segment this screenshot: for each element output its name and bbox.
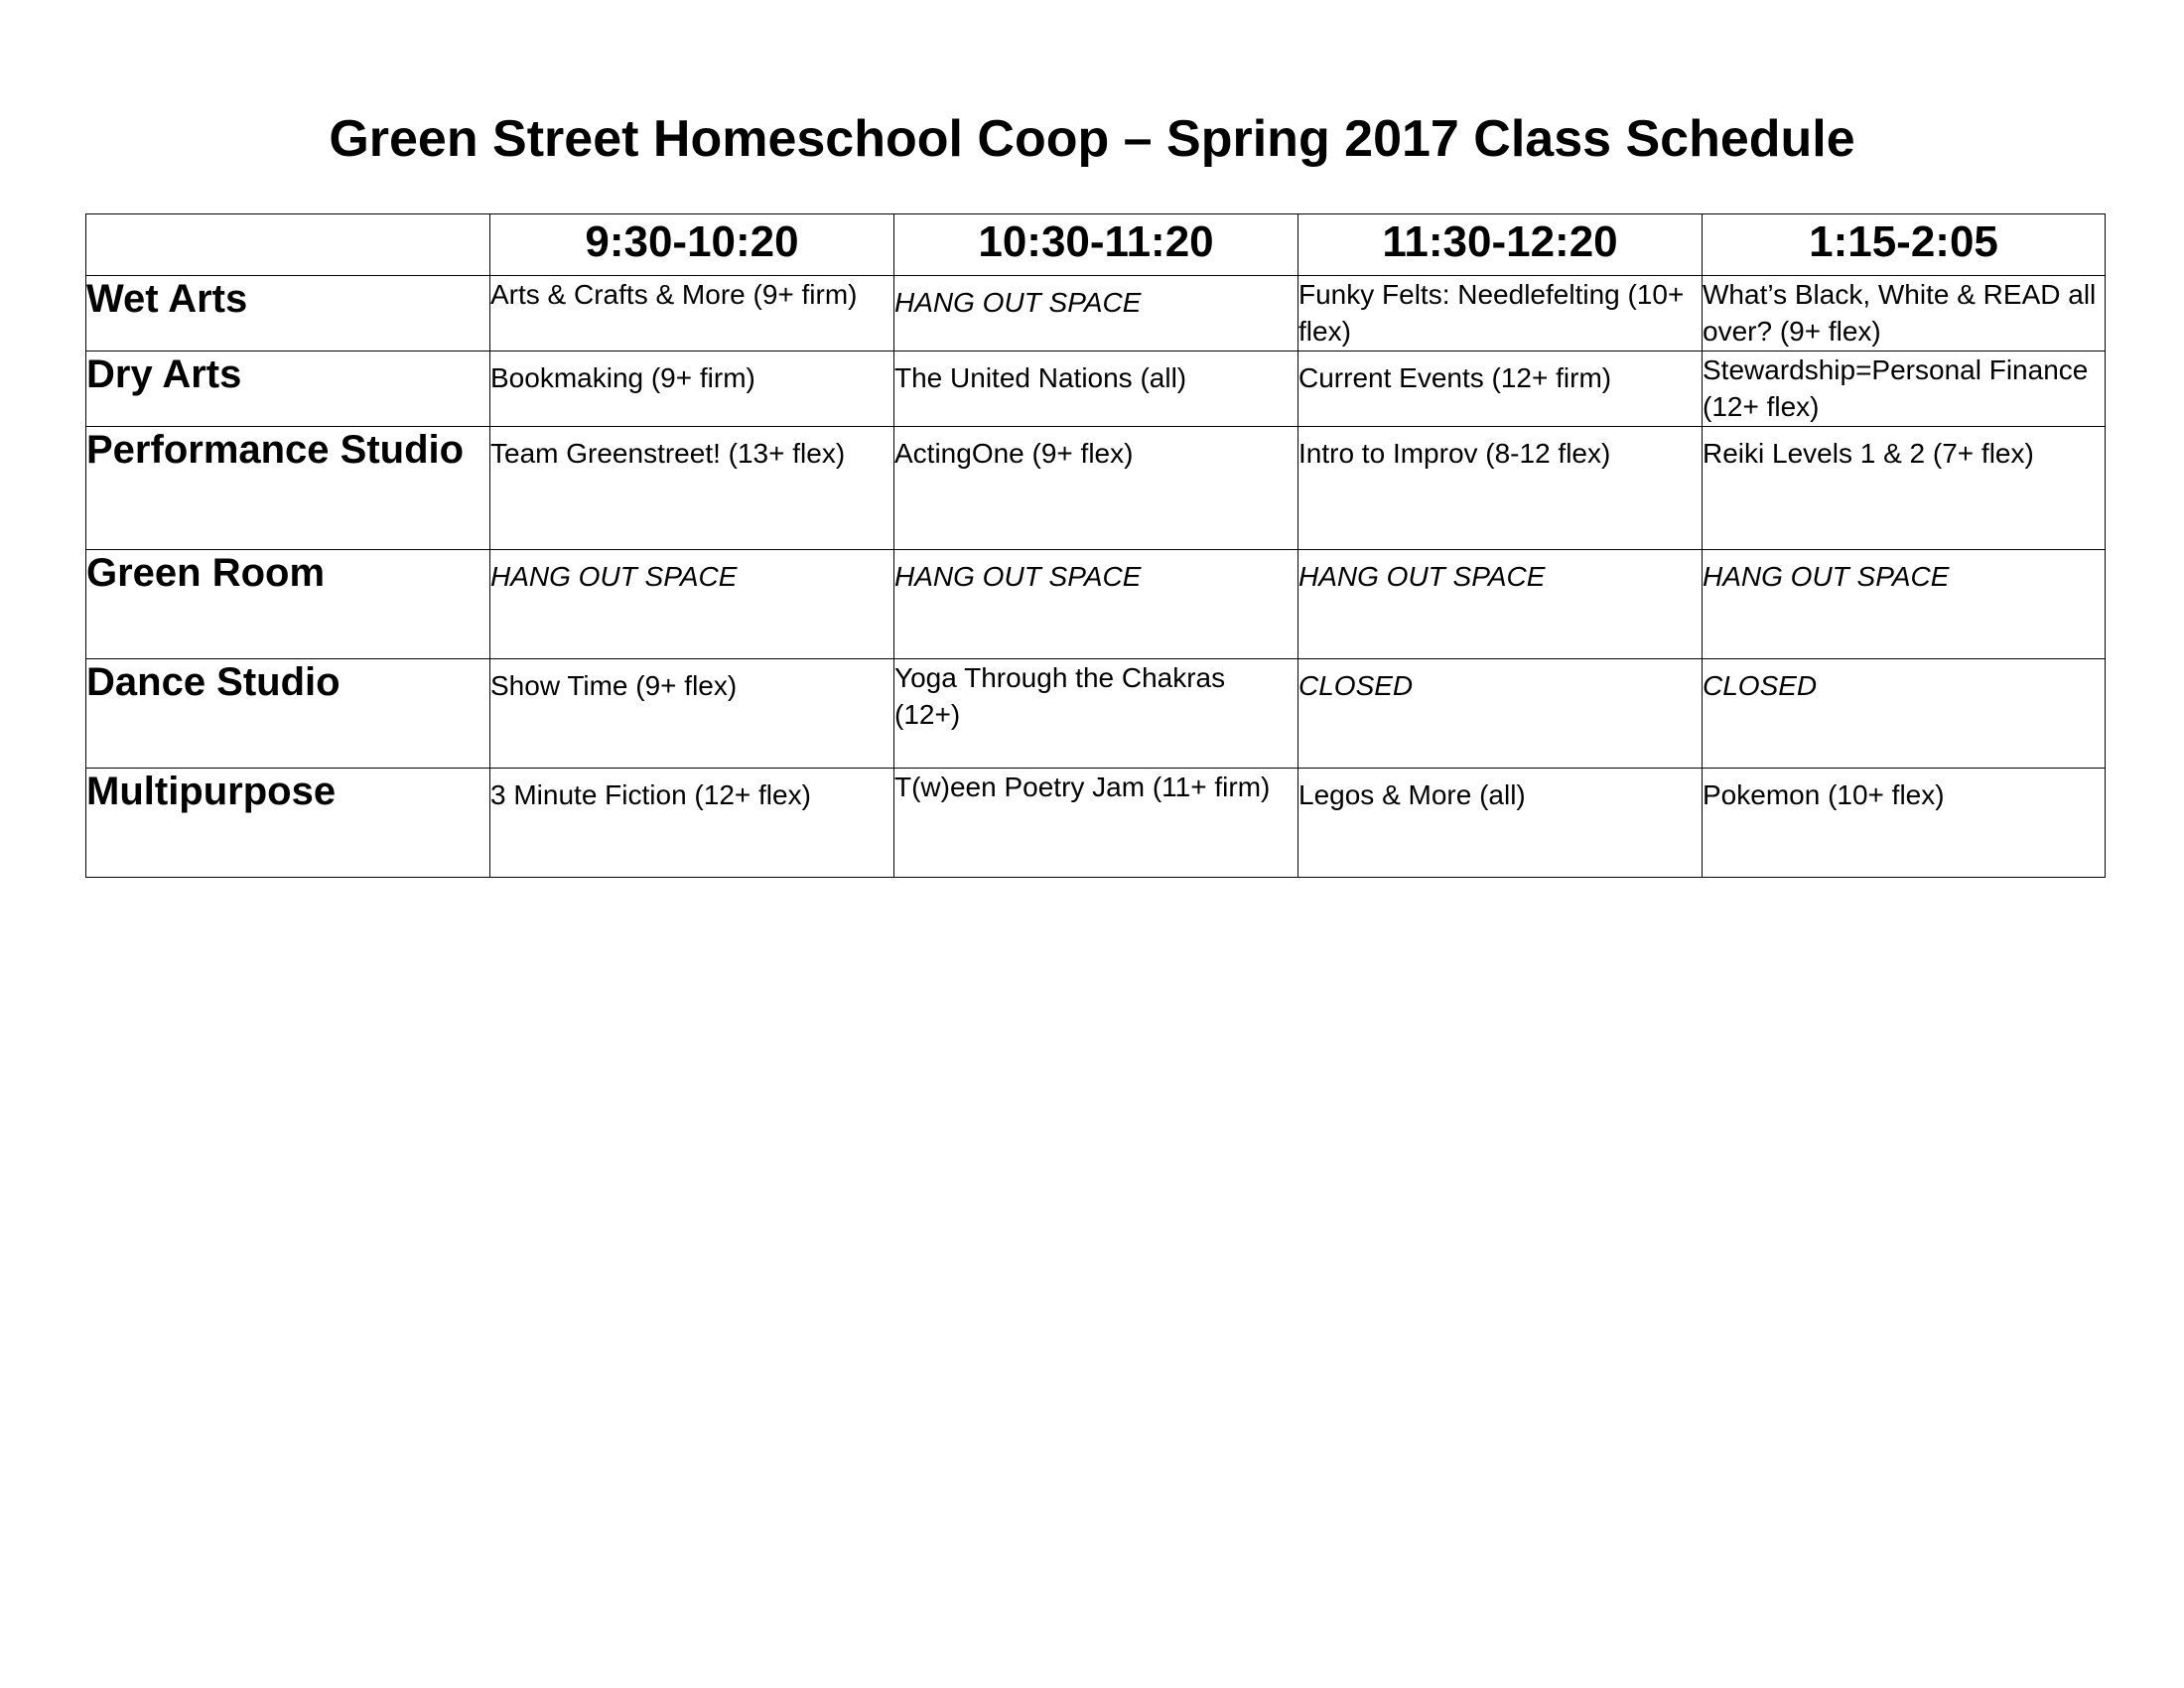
time-slot-header: 1:15-2:05 bbox=[1703, 214, 2106, 276]
room-name: Wet Arts bbox=[86, 276, 490, 352]
class-text: CLOSED bbox=[1298, 670, 1414, 701]
class-text: Bookmaking (9+ firm) bbox=[490, 362, 755, 393]
class-text: Pokemon (10+ flex) bbox=[1703, 779, 1945, 810]
class-text: HANG OUT SPACE bbox=[1298, 561, 1546, 592]
class-text: 3 Minute Fiction (12+ flex) bbox=[490, 779, 811, 810]
class-text: Legos & More (all) bbox=[1298, 779, 1526, 810]
class-text: T(w)een Poetry Jam (11+ firm) bbox=[894, 772, 1271, 802]
class-text: Current Events (12+ firm) bbox=[1298, 362, 1612, 393]
class-text: The United Nations (all) bbox=[894, 362, 1187, 393]
table-row bbox=[86, 769, 2106, 878]
class-cell bbox=[1703, 352, 2106, 427]
class-cell bbox=[1298, 352, 1703, 427]
table-row bbox=[86, 352, 2106, 427]
room-name: Performance Studio bbox=[86, 427, 490, 550]
class-text: What’s Black, White & READ all over? (9+ flex) bbox=[1703, 279, 2097, 347]
class-cell bbox=[490, 550, 894, 659]
class-cell bbox=[1703, 659, 2106, 769]
class-cell bbox=[490, 769, 894, 878]
class-cell bbox=[1298, 659, 1703, 769]
class-text: Team Greenstreet! (13+ flex) bbox=[490, 438, 846, 469]
class-text: ActingOne (9+ flex) bbox=[894, 438, 1134, 469]
class-cell bbox=[490, 352, 894, 427]
class-text: HANG OUT SPACE bbox=[894, 287, 1142, 318]
class-text: CLOSED bbox=[1703, 670, 1818, 701]
class-cell bbox=[1703, 276, 2106, 352]
class-cell bbox=[1298, 769, 1703, 878]
class-text: Arts & Crafts & More (9+ firm) bbox=[490, 279, 858, 310]
class-cell bbox=[894, 659, 1298, 769]
class-cell bbox=[894, 550, 1298, 659]
time-slot-header: 11:30-12:20 bbox=[1298, 214, 1703, 276]
class-cell bbox=[490, 276, 894, 352]
class-text: Show Time (9+ flex) bbox=[490, 670, 738, 701]
time-slot-header: 9:30-10:20 bbox=[490, 214, 894, 276]
class-cell bbox=[894, 427, 1298, 550]
header-row bbox=[86, 214, 2106, 276]
table-row bbox=[86, 550, 2106, 659]
class-text: HANG OUT SPACE bbox=[490, 561, 738, 592]
class-text: Intro to Improv (8-12 flex) bbox=[1298, 438, 1611, 469]
class-cell bbox=[1703, 427, 2106, 550]
class-cell bbox=[1703, 550, 2106, 659]
class-cell bbox=[1298, 276, 1703, 352]
class-cell bbox=[1703, 769, 2106, 878]
room-name: Multipurpose bbox=[86, 769, 490, 878]
class-cell bbox=[894, 352, 1298, 427]
class-cell bbox=[1298, 427, 1703, 550]
class-cell bbox=[1298, 550, 1703, 659]
page-title: Green Street Homeschool Coop – Spring 2017 Class Schedule bbox=[329, 110, 1855, 168]
class-text: Stewardship=Personal Finance (12+ flex) bbox=[1703, 354, 2089, 422]
table-row bbox=[86, 427, 2106, 550]
room-name: Dry Arts bbox=[86, 352, 490, 427]
class-cell bbox=[894, 276, 1298, 352]
class-text: HANG OUT SPACE bbox=[894, 561, 1142, 592]
corner-cell bbox=[86, 214, 490, 276]
class-cell bbox=[490, 659, 894, 769]
class-cell bbox=[894, 769, 1298, 878]
room-name: Dance Studio bbox=[86, 659, 490, 769]
class-text: HANG OUT SPACE bbox=[1703, 561, 1950, 592]
class-text: Yoga Through the Chakras (12+) bbox=[894, 662, 1226, 730]
table-row bbox=[86, 659, 2106, 769]
table-row bbox=[86, 276, 2106, 352]
room-name: Green Room bbox=[86, 550, 490, 659]
time-slot-header: 10:30-11:20 bbox=[894, 214, 1298, 276]
class-cell bbox=[490, 427, 894, 550]
class-text: Funky Felts: Needlefelting (10+ flex) bbox=[1298, 279, 1685, 347]
class-text: Reiki Levels 1 & 2 (7+ flex) bbox=[1703, 438, 2034, 469]
schedule-table bbox=[85, 213, 2106, 878]
